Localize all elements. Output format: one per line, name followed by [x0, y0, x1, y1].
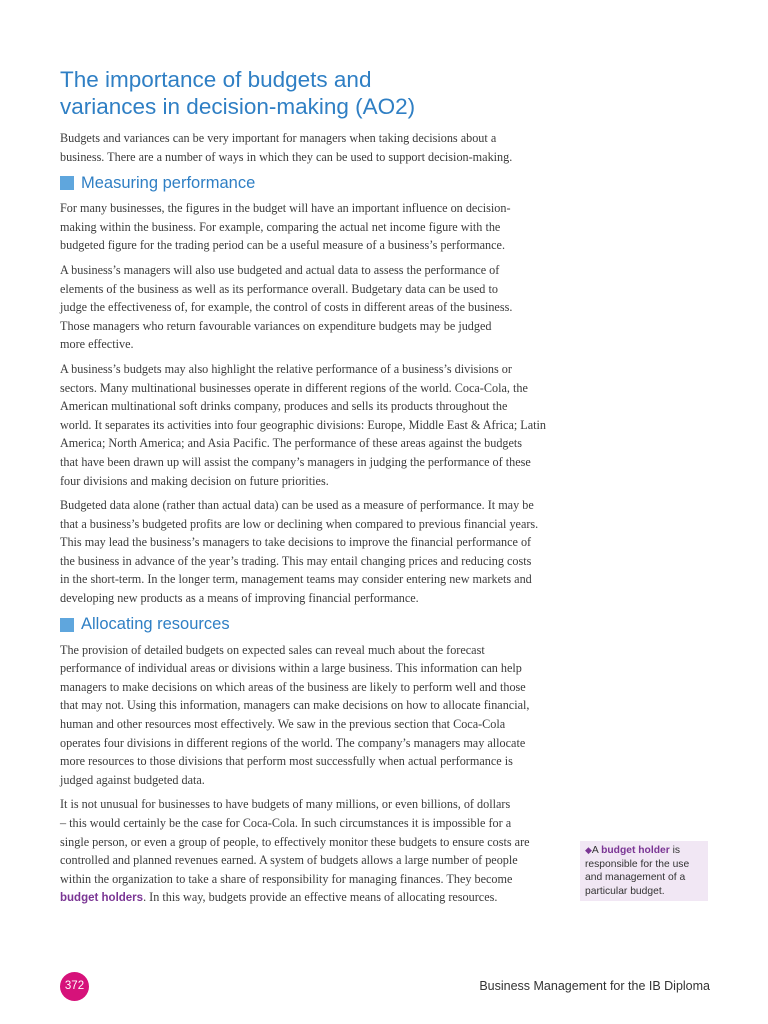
text-line: in the short-term. In the longer term, management teams may consider entering new markets and — [60, 572, 532, 587]
text-line: making within the business. For example, comparing the actual net income figure with the — [60, 219, 501, 234]
text-line: The provision of detailed budgets on expected sales can reveal much about the forecast — [60, 642, 485, 657]
glossary-line: responsible for the use — [585, 858, 690, 870]
footer-book-title: Business Management for the IB Diploma — [479, 979, 710, 993]
text-line: America; North America; and Asia Pacific. The performance of these areas against the budgets — [60, 436, 523, 451]
keyword-budget-holders: budget holders — [60, 892, 144, 905]
square-bullet-icon — [60, 618, 74, 632]
text-line: Budgets and variances can be very important for managers when taking decisions about a — [60, 131, 497, 145]
text-line: world. It separates its activities into four geographic divisions: Europe, Middle East & Africa; Latin — [60, 417, 547, 432]
text-line: managers to make decisions on which areas of the business are likely to perform well and those — [60, 679, 526, 694]
square-bullet-icon — [60, 176, 74, 190]
text-line: more resources to those divisions that perform most successfully when actual performance is — [60, 754, 513, 769]
text-line: elements of the business as well as its performance overall. Budgetary data can be used to — [60, 281, 498, 296]
section-heading-measuring-performance — [60, 172, 565, 194]
text-line: more effective. — [60, 337, 134, 352]
section-heading-text: Measuring performance — [81, 173, 256, 192]
glossary-line — [585, 844, 703, 858]
text-line: Those managers who return favourable variances on expenditure budgets may be judged — [60, 318, 492, 333]
text-line: judge the effectiveness of, for example, the control of costs in different areas of the business. — [60, 300, 513, 315]
text-line: sectors. Many multinational businesses operate in different regions of the world. Coca-Cola, the — [60, 380, 528, 395]
page-title — [60, 66, 580, 120]
text-line: single person, or even a group of people, to effectively monitor these budgets to ensure costs are — [60, 834, 530, 849]
text-line: A business’s budgets may also highlight the relative performance of a business’s divisions or — [60, 361, 512, 376]
paragraph — [60, 496, 565, 608]
main-column — [60, 129, 565, 914]
glossary-line: and management of a — [585, 872, 686, 883]
section-heading-text: Allocating resources — [81, 615, 230, 634]
glossary-box — [580, 841, 708, 901]
text-fragment: A — [591, 845, 602, 856]
text-line: judged against budgeted data. — [60, 772, 205, 787]
title-line: The importance of budgets and — [60, 67, 372, 92]
text-line: controlled and planned revenues earned. A system of budgets allows a large number of people — [60, 853, 518, 868]
page-number-badge: 372 — [60, 972, 89, 1001]
text-line: that may not. Using this information, managers can make decisions on how to allocate financial, — [60, 698, 530, 713]
text-line: operates four divisions in different regions of the world. The company’s managers may allocate — [60, 735, 526, 750]
paragraph — [60, 795, 565, 908]
text-line: For many businesses, the figures in the budget will have an important influence on decision- — [60, 201, 511, 216]
text-line: within the organization to take a share of responsibility for managing finances. They become — [60, 871, 513, 886]
paragraph — [60, 199, 565, 255]
text-line: that have been drawn up will assist the company’s managers in judging the performance of these — [60, 454, 531, 469]
intro-paragraph — [60, 129, 565, 166]
glossary-term: budget holder — [601, 845, 670, 856]
text-line — [60, 888, 565, 908]
text-line: developing new products as a means of improving financial performance. — [60, 591, 419, 606]
text-line: budgeted figure for the trading period can be a useful measure of a business’s performance. — [60, 238, 506, 253]
title-line: variances in decision-making (AO2) — [60, 94, 416, 119]
text-line: four divisions and making decision on future priorities. — [60, 473, 329, 488]
diamond-icon: ◆ — [585, 845, 592, 855]
text-line: human and other resources most effectively. We saw in the previous section that Coca-Cola — [60, 717, 506, 732]
text-line: American multinational soft drinks company, produces and sells its products throughout the — [60, 399, 508, 414]
text-line: business. There are a number of ways in which they can be used to support decision-making. — [60, 149, 513, 164]
paragraph — [60, 641, 565, 790]
text-line: performance of individual areas or divisions within a large business. This information can help — [60, 661, 522, 676]
text-line: Budgeted data alone (rather than actual data) can be used as a measure of performance. It may be — [60, 498, 534, 513]
text-fragment: is — [669, 845, 681, 856]
text-line: that a business’s budgeted profits are low or declining when compared to previous financial years. — [60, 516, 539, 531]
text-fragment: . In this way, budgets provide an effective means of allocating resources. — [143, 890, 498, 905]
text-line: the business in advance of the year’s trading. This may entail changing prices and reducing costs — [60, 553, 532, 568]
section-heading-allocating-resources — [60, 614, 565, 636]
paragraph — [60, 261, 565, 354]
text-line: A business’s managers will also use budgeted and actual data to assess the performance of — [60, 262, 500, 277]
glossary-line: particular budget. — [585, 885, 665, 897]
text-line: This may lead the business’s managers to take decisions to improve the financial performance of — [60, 535, 532, 550]
text-line: It is not unusual for businesses to have budgets of many millions, or even billions, of dollars — [60, 797, 511, 812]
text-line: – this would certainly be the case for Coca-Cola. In such circumstances it is impossible for a — [60, 816, 512, 830]
paragraph — [60, 360, 565, 490]
